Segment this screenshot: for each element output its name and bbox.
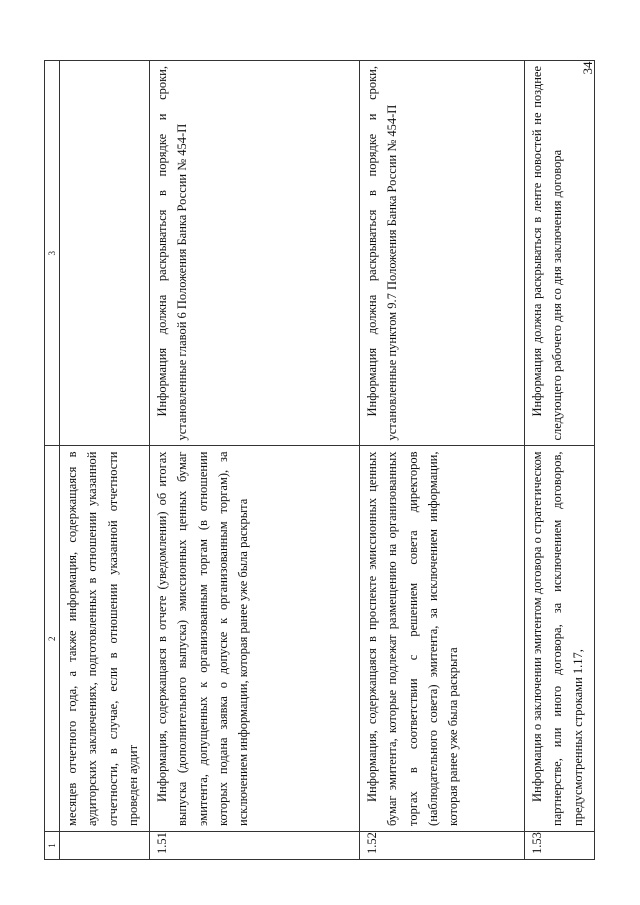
row-disclosure-text: Информация должна раскрываться в порядке и сроки, установленные пунктом 9.7 Положения Банка России № 454-П (360, 61, 525, 447)
table-row (525, 61, 595, 860)
page-number: 34 (580, 61, 595, 75)
table-row (150, 61, 360, 860)
disclosure-table-container (44, 60, 585, 860)
disclosure-table (44, 60, 595, 860)
header-col-2: 2 (45, 446, 60, 831)
row-information-text: Информация о заключении эмитентом договора о стратегическом партнерстве, или иного договора, за исключением договоров, предусмотренных строками 1.17, (525, 446, 595, 831)
row-number (60, 831, 150, 859)
row-number: 1.53 (525, 831, 595, 859)
row-disclosure-text (60, 61, 150, 447)
table-row (60, 61, 150, 860)
header-col-1: 1 (45, 831, 60, 859)
table-header-row (45, 61, 60, 860)
row-disclosure-text: Информация должна раскрываться в порядке и сроки, установленные главой 6 Положения Банка России № 454-П (150, 61, 360, 447)
header-col-3: 3 (45, 61, 60, 447)
row-information-text: Информация, содержащаяся в отчете (уведомлении) об итогах выпуска (дополнительного выпуска) эмиссионных ценных бумаг эмитента, допущенных к организованным торгам (в отношении которых подана заявка о допуске к организованным торгам), за исключением информации, которая ранее уже была раскрыта (150, 446, 360, 831)
row-number: 1.51 (150, 831, 360, 859)
row-disclosure-text: Информация должна раскрываться в ленте новостей не позднее следующего рабочего дня со дня заключения договора (525, 61, 595, 447)
table-row (360, 61, 525, 860)
row-information-text: месяцев отчетного года, а также информация, содержащаяся в аудиторских заключениях, подготовленных в отношении указанной отчетности, в случае, если в отношении указанной отчетности проведен аудит (60, 446, 150, 831)
rotated-table-area (44, 60, 585, 860)
row-information-text: Информация, содержащаяся в проспекте эмиссионных ценных бумаг эмитента, которые подлежат размещению на организованных торгах в соответствии с решением совета директоров (наблюдательного совета) эмитента, за исключением информации, которая ранее уже была раскрыта (360, 446, 525, 831)
row-number: 1.52 (360, 831, 525, 859)
